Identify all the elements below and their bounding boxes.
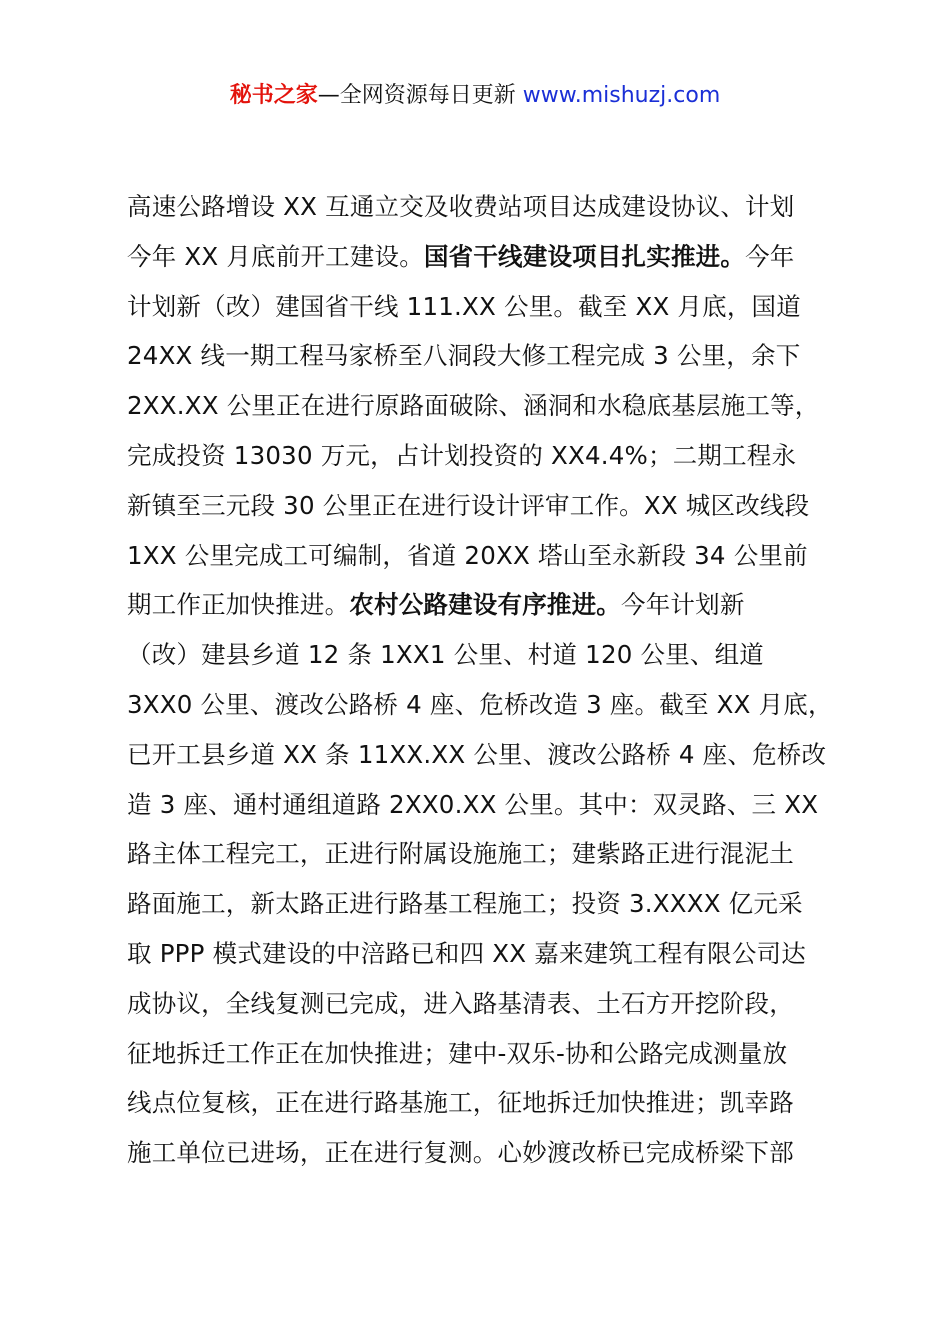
body-line: 线点位复核，正在进行路基施工，征地拆迁加快推进；凯幸路 bbox=[127, 1088, 794, 1118]
page-header bbox=[0, 80, 950, 112]
body-line: 3XX0 公里、渡改公路桥 4 座、危桥改造 3 座。截至 XX 月底， bbox=[127, 689, 833, 719]
document-body bbox=[127, 182, 837, 1178]
body-line: 施工单位已进场，正在进行复测。心妙渡改桥已完成桥梁下部 bbox=[127, 1138, 794, 1168]
brand-name: 秘书之家 bbox=[229, 83, 318, 108]
body-line: 期工作正加快推进。农村公路建设有序推进。今年计划新 bbox=[127, 590, 745, 620]
body-line: 今年 XX 月底前开工建设。国省干线建设项目扎实推进。今年 bbox=[127, 241, 795, 271]
body-line: 征地拆迁工作正在加快推进；建中-双乐-协和公路完成测量放 bbox=[127, 1038, 788, 1068]
body-line: 新镇至三元段 30 公里正在进行设计评审工作。XX 城区改线段 bbox=[127, 490, 810, 520]
body-line: 取 PPP 模式建设的中涪路已和四 XX 嘉来建筑工程有限公司达 bbox=[127, 938, 806, 968]
body-line: 造 3 座、通村通组道路 2XX0.XX 公里。其中：双灵路、三 XX bbox=[127, 789, 819, 819]
body-line: 计划新（改）建国省干线 111.XX 公里。截至 XX 月底，国道 bbox=[127, 291, 801, 321]
body-line: （改）建县乡道 12 条 1XX1 公里、村道 120 公里、组道 bbox=[127, 640, 765, 670]
header-tagline: —全网资源每日更新 bbox=[317, 83, 516, 108]
body-line: 高速公路增设 XX 互通立交及收费站项目达成建设协议、计划 bbox=[127, 192, 795, 221]
section-heading-trunk-roads: 国省干线建设项目扎实推进。 bbox=[423, 241, 746, 271]
site-url-link[interactable]: www.mishuzj.com bbox=[522, 83, 721, 108]
body-line: 成协议，全线复测已完成，进入路基清表、土石方开挖阶段， bbox=[127, 988, 794, 1018]
body-line: 1XX 公里完成工可编制，省道 20XX 塔山至永新段 34 公里前 bbox=[127, 540, 808, 570]
body-line: 24XX 线一期工程马家桥至八洞段大修工程完成 3 公里，余下 bbox=[127, 341, 801, 371]
body-line: 已开工县乡道 XX 条 11XX.XX 公里、渡改公路桥 4 座、危桥改 bbox=[127, 739, 827, 769]
body-line: 2XX.XX 公里正在进行原路面破除、涵洞和水稳底基层施工等， bbox=[127, 391, 820, 421]
section-heading-rural-roads: 农村公路建设有序推进。 bbox=[349, 590, 622, 620]
body-line: 路面施工，新太路正进行路基工程施工；投资 3.XXXX 亿元采 bbox=[127, 889, 803, 919]
body-line: 路主体工程完工，正进行附属设施施工；建紫路正进行混泥土 bbox=[127, 839, 794, 869]
body-line: 完成投资 13030 万元，占计划投资的 XX4.4%；二期工程永 bbox=[127, 440, 797, 470]
